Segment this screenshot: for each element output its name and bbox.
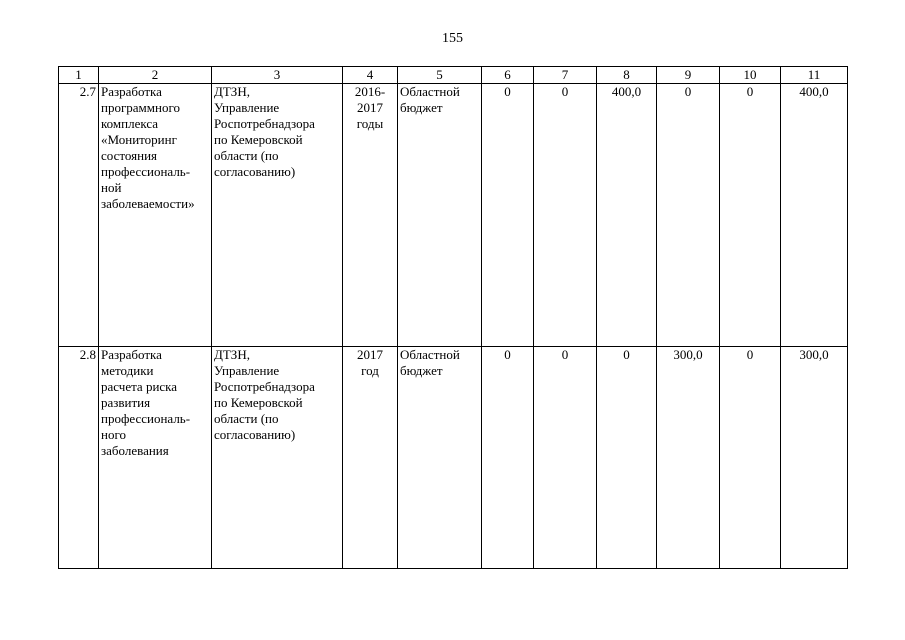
text-line: Областной (400, 84, 460, 99)
period-cell (343, 347, 398, 569)
text-line: 2016- (354, 84, 386, 99)
total-cell: 300,0 (781, 347, 848, 569)
value-cell: 0 (597, 347, 657, 569)
text-line: профессиональ- (101, 164, 191, 179)
value-cell: 0 (534, 347, 597, 569)
executor-cell (212, 84, 343, 347)
total-cell: 400,0 (781, 84, 848, 347)
column-header: 10 (720, 67, 781, 84)
table-row (59, 84, 848, 347)
text-line: по Кемеровской (214, 132, 303, 147)
text-line: профессиональ- (101, 411, 191, 426)
text-line: области (по (214, 148, 279, 163)
text-line: методики (101, 363, 154, 378)
value-cell: 300,0 (657, 347, 720, 569)
text-line: 2017 (357, 100, 383, 115)
value-cell: 0 (657, 84, 720, 347)
activity-name-cell (99, 84, 212, 347)
text-line: Разработка (101, 84, 162, 99)
column-header: 9 (657, 67, 720, 84)
column-header: 6 (482, 67, 534, 84)
text-line: развития (101, 395, 151, 410)
text-line: бюджет (400, 363, 443, 378)
funding-source-cell (398, 347, 482, 569)
value-cell: 0 (482, 84, 534, 347)
text-line: по Кемеровской (214, 395, 303, 410)
column-header: 4 (343, 67, 398, 84)
value-cell: 0 (534, 84, 597, 347)
value-cell: 0 (720, 84, 781, 347)
row-number: 2.8 (59, 347, 99, 569)
column-number-row (59, 67, 848, 84)
text-line: Управление (214, 100, 280, 115)
text-line: Областной (400, 347, 460, 362)
column-header: 3 (212, 67, 343, 84)
text-line: заболевания (101, 443, 169, 458)
text-line: состояния (101, 148, 157, 163)
text-line: согласованию) (214, 164, 296, 179)
text-line: Роспотребнадзора (214, 379, 315, 394)
text-line: Управление (214, 363, 280, 378)
text-line: комплекса (101, 116, 159, 131)
column-header: 11 (781, 67, 848, 84)
column-header: 5 (398, 67, 482, 84)
table-row (59, 347, 848, 569)
text-line: ной (101, 180, 122, 195)
text-line: годы (356, 116, 384, 131)
text-line: Роспотребнадзора (214, 116, 315, 131)
text-line: ДТЗН, (214, 84, 250, 99)
activity-name-cell (99, 347, 212, 569)
text-line: заболеваемости» (101, 196, 195, 211)
column-header: 7 (534, 67, 597, 84)
text-line: согласованию) (214, 427, 296, 442)
column-header: 2 (99, 67, 212, 84)
text-line: ДТЗН, (214, 347, 250, 362)
text-line: программного (101, 100, 180, 115)
text-line: ного (101, 427, 126, 442)
text-line: бюджет (400, 100, 443, 115)
row-number: 2.7 (59, 84, 99, 347)
value-cell: 0 (720, 347, 781, 569)
text-line: расчета риска (101, 379, 178, 394)
text-line: «Мониторинг (101, 132, 177, 147)
column-header: 1 (59, 67, 99, 84)
funding-source-cell (398, 84, 482, 347)
page-number: 155 (442, 31, 463, 46)
program-activities-table (58, 66, 848, 569)
text-line: области (по (214, 411, 279, 426)
text-line: 2017 (357, 347, 383, 362)
text-line: Разработка (101, 347, 162, 362)
value-cell: 0 (482, 347, 534, 569)
column-header: 8 (597, 67, 657, 84)
text-line: год (361, 363, 379, 378)
period-cell (343, 84, 398, 347)
value-cell: 400,0 (597, 84, 657, 347)
executor-cell (212, 347, 343, 569)
